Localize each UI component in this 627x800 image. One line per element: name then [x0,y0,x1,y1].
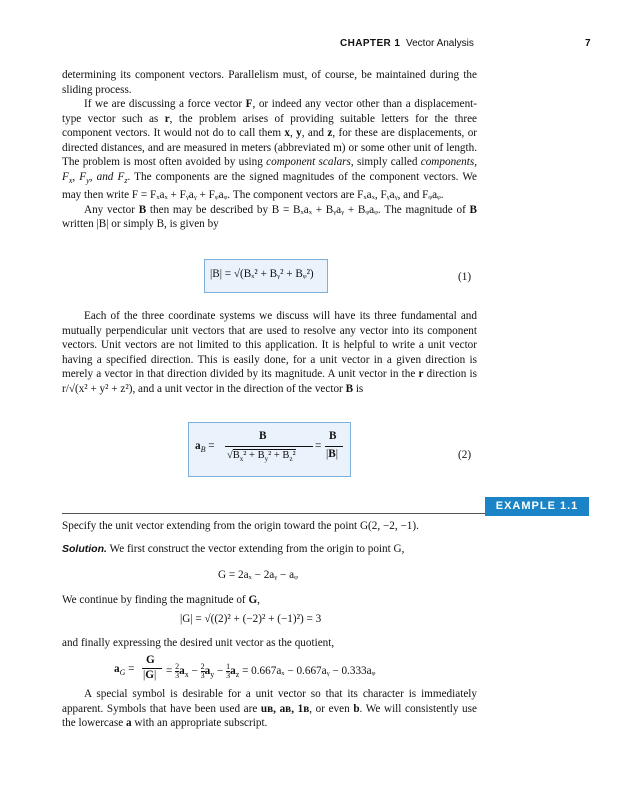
solution-intro: Solution. We first construct the vector extending from the origin to point G, [62,543,405,555]
inline-eq-F: F = Fₓaₓ + Fᵧaᵧ + Fᵩaᵩ. [131,189,231,202]
body-paragraph-symbol [62,687,477,731]
equation-aG: $a_G$ = G |G| = $\frac{2}{3}a_x$ − $\frac{2}{3}a_y$ − $\frac{1}{3}a_z = 0.667a_x$ − 0.667aᵧ − 0.333aᵩ [114,654,376,681]
equation-1-number: (1) [458,271,472,283]
paragraph-5: A special symbol is desirable for a unit vector so that its character is immediately apparent. Symbols that have been used are uʙ, aʙ, 1ʙ, or even b. We will consistently use the lowercase a with an appropriate subscript. [62,688,477,729]
chapter-label: CHAPTER 1 [340,38,401,49]
solution-quotient-text: and finally expressing the desired unit vector as the quotient, [62,637,335,649]
page-number: 7 [585,38,591,49]
example-label: EXAMPLE 1.1 [485,497,589,516]
chapter-title: Vector Analysis [406,38,474,49]
solution-magnitude-text: We continue by finding the magnitude of G, [62,594,260,606]
paragraph-4: Each of the three coordinate systems we discuss will have its three fundamental and mutually perpendicular unit vectors that are used to resolve any vector into its component vectors. Unit vectors are not limited to this application. It is helpful to write a unit vector having a specified direction. This is easily done, for a unit vector in a given direction is merely a vector in that direction divided by its magnitude. A unit vector in the r direction is r/√(x² + y² + z²), and a unit vector in the direction of the vector B is [62,310,477,395]
paragraph-2: If we are discussing a force vector F, or indeed any vector other than a displacement-type vector such as r, the problem arises of providing suitable letters for the three component vectors. It would not do to call them x, y, and z, for these are displacements, or directed distances, and are measured in meters (abbreviated m) or some other unit of length. The problem is most often avoided by using component scalars, simply called components, $F_x$, $F_y$, and $F_z$. The components are the signed magnitudes of the component vectors. We may then write F = Fₓaₓ + Fᵧaᵧ + Fᵩaᵩ. The component vectors are Fₓaₓ, Fᵧaᵧ, and Fᵩaᵩ. [62,98,478,202]
body-paragraphs-top [62,68,477,232]
equation-1: |B| = √(Bₓ² + Bᵧ² + Bᵩ²) [210,268,314,280]
solution-label: Solution. [62,543,107,555]
body-paragraph-unit-vectors [62,309,477,396]
equation-magnitude-G: |G| = √((2)² + (−2)² + (−1)²) = 3 [180,613,322,625]
paragraph-1: determining its component vectors. Parallelism must, of course, be maintained during the sliding process. [62,69,477,96]
example-divider [62,513,485,514]
equation-G: G = 2aₓ − 2aᵧ − aᵩ [218,569,298,581]
example-question: Specify the unit vector extending from the origin toward the point G(2, −2, −1). [62,520,419,532]
inline-eq-r: r/√(x² + y² + z²) [62,382,133,395]
paragraph-3: Any vector B then may be described by B = Bₓaₓ + Bᵧaᵧ + Bᵩaᵩ. The magnitude of B written |B| or simply B, is given by [62,203,477,231]
equation-2-number: (2) [458,449,472,461]
inline-eq-B: B = Bₓaₓ + Bᵧaᵧ + Bᵩaᵩ. [271,203,381,216]
